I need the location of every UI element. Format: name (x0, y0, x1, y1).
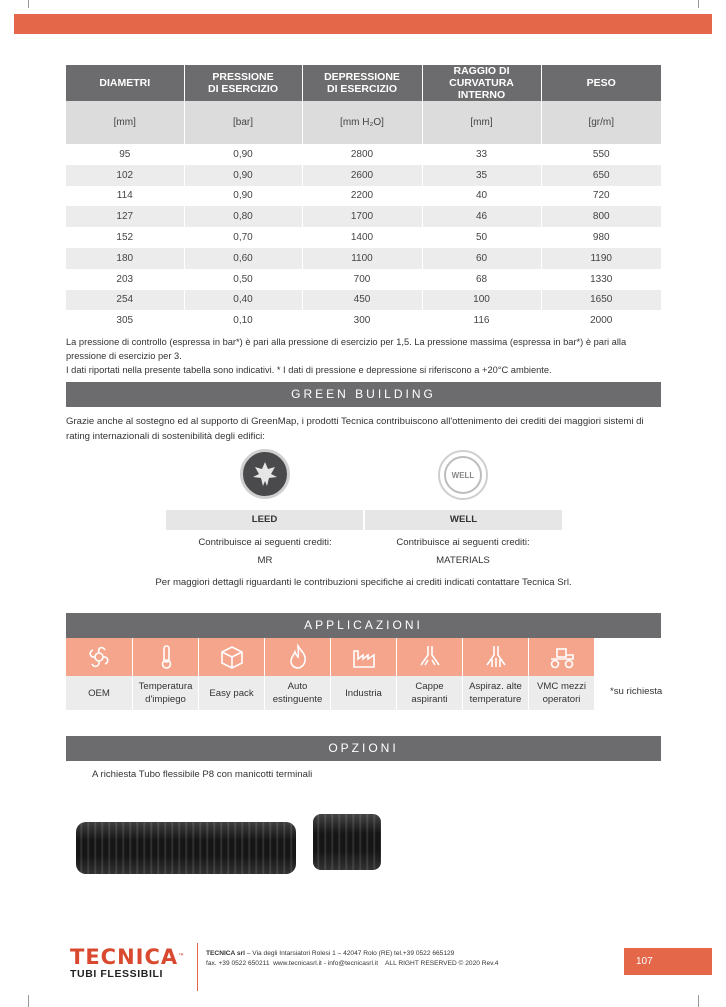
table-cell: 0,90 (184, 165, 302, 186)
table-cell: 2600 (302, 165, 422, 186)
spec-table (66, 65, 661, 331)
crop-mark (28, 995, 29, 1007)
table-note (66, 335, 666, 377)
credits-header-well: WELL (365, 510, 562, 530)
table-cell: 720 (541, 186, 661, 207)
table-cell: 180 (66, 248, 184, 269)
table-cell: 1650 (541, 290, 661, 311)
table-cell: 0,90 (184, 144, 302, 165)
credits-header (166, 510, 562, 530)
fan-icon (66, 638, 132, 676)
table-row (66, 310, 661, 331)
app-label: Easy pack (199, 676, 264, 710)
app-label: OEM (66, 676, 132, 710)
app-label: Cappe aspiranti (397, 676, 462, 710)
unit-cell: [mm] (66, 101, 184, 144)
table-cell: 2800 (302, 144, 422, 165)
app-cappe (396, 638, 462, 710)
table-cell: 650 (541, 165, 661, 186)
well-credit: MATERIALS (436, 555, 490, 566)
leed-logo-icon (240, 449, 290, 499)
table-row (66, 269, 661, 290)
green-building-text: Grazie anche al sostegno ed al supporto di GreenMap, i prodotti Tecnica contribuiscono all'ottenimento dei crediti dei maggiori sistemi di rating internazionali di sostenibilità degli edifici: (66, 416, 644, 442)
unit-cell: [mm] (422, 101, 541, 144)
table-row (66, 165, 661, 186)
factory-icon (331, 638, 396, 676)
hose-cuff-image-shade (313, 814, 381, 870)
app-temperatura (132, 638, 198, 710)
flame-icon (265, 638, 330, 676)
header-pressione (184, 65, 302, 101)
table-cell: 33 (422, 144, 541, 165)
app-label: Auto estinguente (265, 676, 330, 710)
table-cell: 550 (541, 144, 661, 165)
units-row (66, 101, 661, 144)
app-label: Industria (331, 676, 396, 710)
brand-logo (70, 946, 185, 980)
table-row (66, 186, 661, 207)
table-row (66, 290, 661, 311)
table-cell: 35 (422, 165, 541, 186)
top-accent-bar (14, 14, 712, 34)
table-cell: 2000 (541, 310, 661, 331)
header-pressione-text: PRESSIONE DI ESERCIZIO (207, 71, 278, 95)
credits-table (166, 510, 562, 570)
spec-table-header (66, 65, 661, 101)
footer-address (206, 949, 498, 969)
tractor-icon (529, 638, 594, 676)
app-auto-estinguente (264, 638, 330, 710)
credits-header-leed: LEED (166, 510, 363, 530)
unit-cell: [gr/m] (541, 101, 661, 144)
green-building-footer: Per maggiori dettagli riguardanti le contribuzioni specifiche ai crediti indicati contattare Tecnica Srl. (155, 577, 572, 588)
table-row (66, 144, 661, 165)
unit-cell: [mm H₂O] (302, 101, 422, 144)
table-cell: 0,70 (184, 227, 302, 248)
table-cell: 60 (422, 248, 541, 269)
table-cell: 50 (422, 227, 541, 248)
footer-divider (197, 943, 198, 991)
table-note-line2: I dati riportati nella presente tabella sono indicativi. * I dati di pressione e depressione si riferiscono a +20°C ambiente. (66, 365, 552, 375)
brand-sub: TUBI FLESSIBILI (70, 968, 163, 980)
credits-contrib-row (166, 534, 562, 552)
table-cell: 0,40 (184, 290, 302, 311)
leed-contrib: Contribuisce ai seguenti crediti: (198, 537, 332, 548)
table-cell: 254 (66, 290, 184, 311)
table-cell: 2200 (302, 186, 422, 207)
table-cell: 203 (66, 269, 184, 290)
table-cell: 40 (422, 186, 541, 207)
thermometer-icon (133, 638, 198, 676)
table-cell: 114 (66, 186, 184, 207)
page-number: 107 (624, 948, 712, 975)
credits-value-row (166, 552, 562, 570)
table-cell: 152 (66, 227, 184, 248)
table-cell: 980 (541, 227, 661, 248)
opzioni-text: A richiesta Tubo flessibile P8 con manicotti terminali (92, 769, 313, 780)
table-cell: 0,90 (184, 186, 302, 207)
table-cell: 1700 (302, 206, 422, 227)
app-label: Aspiraz. alte temperature (463, 676, 528, 710)
table-cell: 0,60 (184, 248, 302, 269)
applications-grid (66, 638, 594, 710)
crop-mark (698, 0, 699, 8)
high-temp-extraction-icon (463, 638, 528, 676)
box-icon (199, 638, 264, 676)
table-cell: 1330 (541, 269, 661, 290)
applicazioni-band: APPLICAZIONI (66, 613, 661, 638)
table-row (66, 227, 661, 248)
table-cell: 1400 (302, 227, 422, 248)
brand-name-text: TECNICA (70, 945, 179, 969)
header-peso: PESO (541, 65, 661, 101)
table-cell: 1190 (541, 248, 661, 269)
table-cell: 300 (302, 310, 422, 331)
green-building-band: GREEN BUILDING (66, 382, 661, 407)
footer-company: TECNICA srl (206, 950, 245, 957)
table-cell: 127 (66, 206, 184, 227)
app-label: Temperatura d'impiego (133, 676, 198, 710)
leed-credit: MR (257, 555, 273, 566)
hose-image-shade (76, 822, 296, 874)
table-row (66, 206, 661, 227)
table-cell: 700 (302, 269, 422, 290)
table-cell: 102 (66, 165, 184, 186)
header-raggio-text: RAGGIO DI CURVATURA INTERNO (449, 65, 514, 101)
app-easy-pack (198, 638, 264, 710)
table-row (66, 248, 661, 269)
well-logo-icon (438, 450, 488, 500)
table-cell: 305 (66, 310, 184, 331)
table-cell: 450 (302, 290, 422, 311)
header-depressione (302, 65, 422, 101)
table-cell: 100 (422, 290, 541, 311)
table-cell: 1100 (302, 248, 422, 269)
hood-icon (397, 638, 462, 676)
table-note-line1: La pressione di controllo (espressa in bar*) è pari alla pressione di esercizio per 1,5. La pressione massima (espressa in bar*) è pari alla pressione di esercizio per 3. (66, 337, 627, 361)
leaf-icon (250, 459, 280, 489)
app-label: VMC mezzi operatori (529, 676, 594, 710)
table-cell: 46 (422, 206, 541, 227)
header-depressione-text: DEPRESSIONE DI ESERCIZIO (324, 71, 400, 95)
unit-cell: [bar] (184, 101, 302, 144)
well-logo-text: WELL (444, 456, 482, 494)
brand-name (70, 946, 185, 968)
crop-mark (698, 995, 699, 1007)
well-contrib: Contribuisce ai seguenti crediti: (396, 537, 530, 548)
table-cell: 0,10 (184, 310, 302, 331)
app-aspiraz (462, 638, 528, 710)
trademark-icon: ™ (178, 953, 186, 960)
table-cell: 95 (66, 144, 184, 165)
app-industria (330, 638, 396, 710)
footer-address-line2: fax. +39 0522 650211 www.tecnicasrl.it - info@tecnicasrl.it ALL RIGHT RESERVED © 2020 Rev.4 (206, 960, 499, 967)
footer-address-text: – Via degli Intarsiatori Rolesi 1 – 42047 Rolo (RE) tel.+39 0522 665129 (244, 950, 455, 957)
opzioni-band: OPZIONI (66, 736, 661, 761)
table-cell: 0,50 (184, 269, 302, 290)
crop-mark (28, 0, 29, 8)
table-cell: 800 (541, 206, 661, 227)
header-diametri: DIAMETRI (66, 65, 184, 101)
header-raggio (422, 65, 541, 101)
app-vmc (528, 638, 594, 710)
applications-note: *su richiesta (610, 686, 663, 697)
app-oem (66, 638, 132, 710)
table-cell: 116 (422, 310, 541, 331)
table-cell: 68 (422, 269, 541, 290)
table-cell: 0,80 (184, 206, 302, 227)
footer-address-line1 (206, 949, 498, 959)
